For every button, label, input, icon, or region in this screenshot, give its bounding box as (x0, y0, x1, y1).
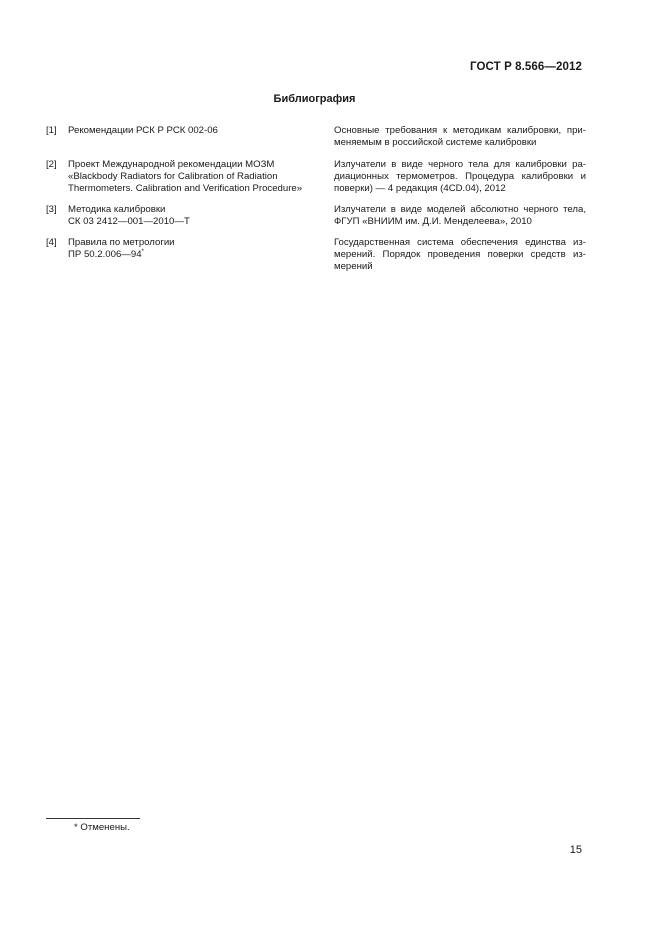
reference-source-line: «Blackbody Radiators for Calibration of Radiation (68, 171, 278, 182)
reference-source (68, 237, 328, 261)
reference-title (334, 125, 586, 149)
reference-title-line: поверки) — 4 редакция (4CD.04), 2012 (334, 183, 506, 194)
reference-title-line: Излучатели в виде черного тела для калибровки ра- (334, 159, 586, 170)
reference-title-line: меняемым в российской системе калибровки (334, 137, 537, 148)
reference-source (68, 125, 328, 137)
section-title (0, 93, 661, 105)
reference-number: [2] (46, 159, 57, 170)
reference-source-line: СК 03 2412—001—2010—Т (68, 216, 190, 227)
reference-source-line: Методика калибровки (68, 204, 166, 215)
footnote: * Отменены. (74, 822, 130, 833)
document-code: ГОСТ Р 8.566—2012 (470, 61, 582, 73)
reference-title (334, 204, 586, 228)
section-title-text: Библиография (273, 93, 356, 105)
reference-item-3 (46, 204, 586, 237)
reference-title-line: ФГУП «ВНИИМ им. Д.И. Менделеева», 2010 (334, 216, 532, 227)
reference-number: [1] (46, 125, 57, 136)
reference-source-line: Правила по метрологии (68, 237, 175, 248)
reference-source-line (68, 249, 328, 261)
reference-source-line: Thermometers. Calibration and Verification Procedure» (68, 183, 303, 194)
reference-title-line: мерений. Порядок проведения поверки средств из- (334, 249, 586, 260)
page-number: 15 (569, 844, 582, 856)
reference-source-line: Рекомендации РСК Р РСК 002-06 (68, 125, 218, 136)
reference-title-line: мерений (334, 261, 373, 272)
reference-title-line: Государственная система обеспечения единства из- (334, 237, 586, 248)
reference-source-text: ПР 50.2.006—94 (68, 249, 142, 260)
reference-number: [4] (46, 237, 57, 248)
reference-title-line: Излучатели в виде моделей абсолютно черного тела, (334, 204, 586, 215)
reference-title-line: Основные требования к методикам калибровки, при- (334, 125, 586, 136)
reference-title (334, 237, 586, 273)
reference-source-line: Проект Международной рекомендации МОЗМ (68, 159, 275, 170)
reference-item-4 (46, 237, 586, 277)
reference-source (68, 159, 328, 195)
footnote-divider (46, 818, 140, 819)
bibliography-list (46, 125, 586, 277)
footnote-marker: * (141, 249, 144, 255)
reference-source (68, 204, 328, 228)
reference-number: [3] (46, 204, 57, 215)
reference-item-2 (46, 159, 586, 204)
reference-item-1 (46, 125, 586, 159)
reference-title (334, 159, 586, 195)
reference-title-line: диационных термометров. Процедура калибровки и (334, 171, 586, 182)
